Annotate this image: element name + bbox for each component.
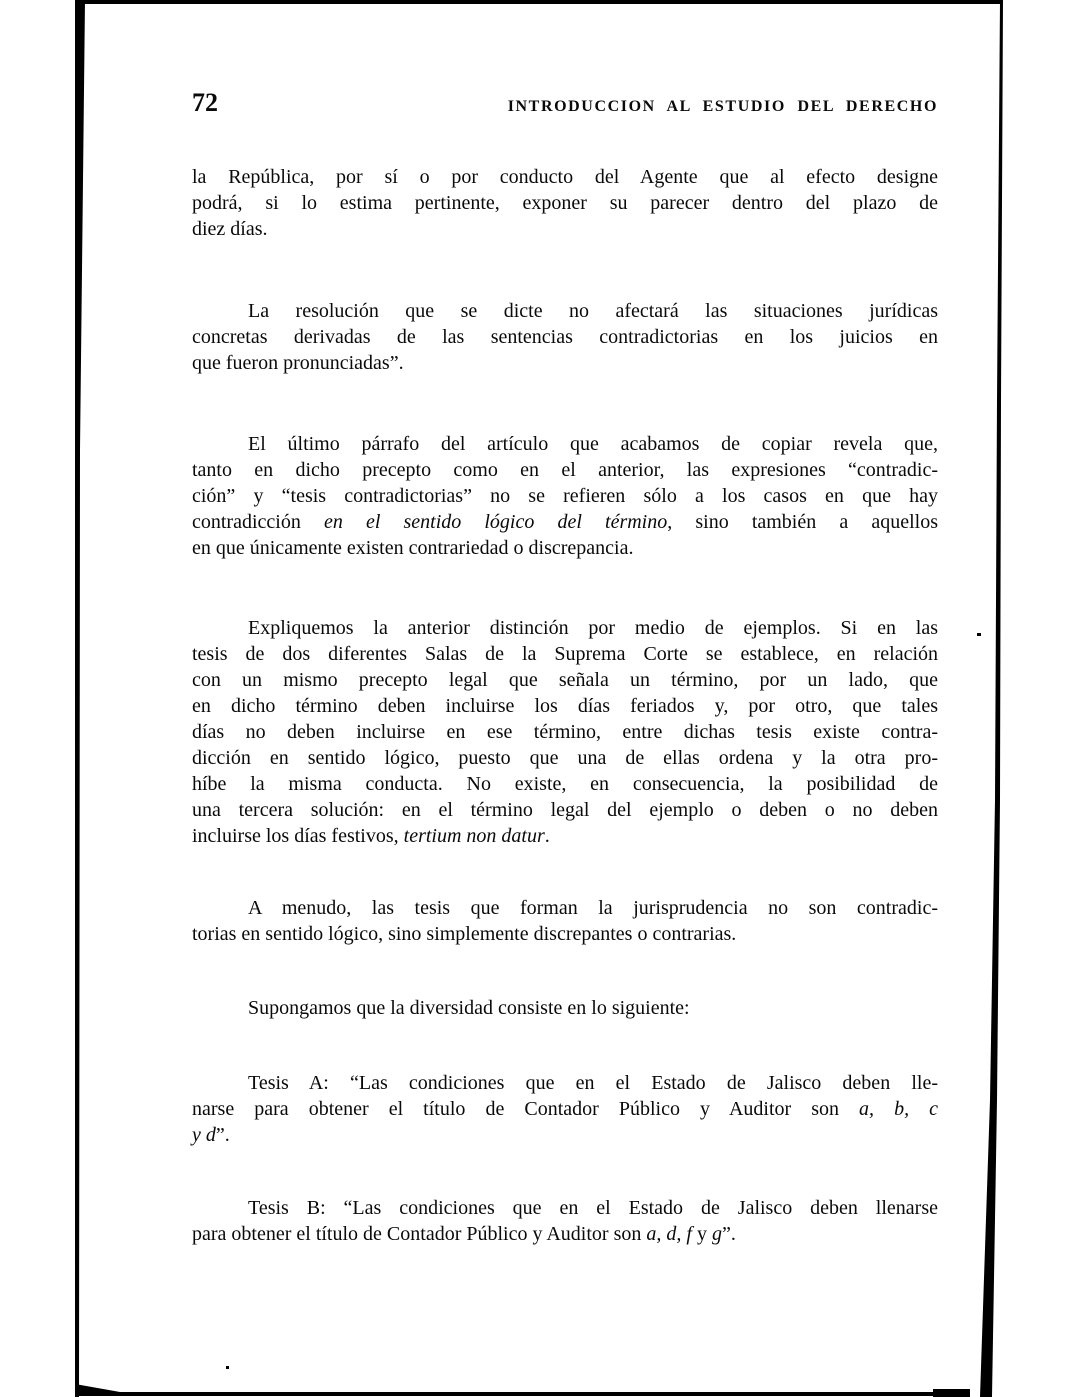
text-line: una tercera solución: en el término legal del ejemplo o deben o no deben xyxy=(192,799,938,821)
text-line: Expliquemos la anterior distinción por medio de ejemplos. Si en las xyxy=(248,617,938,639)
text-line: híbe la misma conducta. No existe, en consecuencia, la posibilidad de xyxy=(192,773,938,795)
text-line: contradicción en el sentido lógico del término, sino también a aquellos xyxy=(192,511,938,533)
scan-bottom-edge-line xyxy=(75,1384,953,1396)
scan-right-edge-bar xyxy=(980,0,1003,1397)
text-line: en que únicamente existen contrariedad o discrepancia. xyxy=(192,537,634,559)
text-line: La resolución que se dicte no afectará las situaciones jurídicas xyxy=(248,300,938,322)
text-line: que fueron pronunciadas”. xyxy=(192,352,404,374)
text-line: narse para obtener el título de Contador Público y Auditor son a, b, c xyxy=(192,1098,938,1120)
paragraph xyxy=(192,895,938,947)
text-line: torias en sentido lógico, sino simplemente discrepantes o contrarias. xyxy=(192,923,737,945)
running-header: INTRODUCCION AL ESTUDIO DEL DERECHO xyxy=(507,98,938,115)
text-line: tanto en dicho precepto como en el anterior, las expresiones “contradic- xyxy=(192,459,938,481)
scan-speck xyxy=(977,633,981,636)
text-line: A menudo, las tesis que forman la jurisprudencia no son contradic- xyxy=(248,897,938,919)
paragraph xyxy=(192,164,938,242)
text-line: con un mismo precepto legal que señala un término, por un lado, que xyxy=(192,669,938,691)
text-line: la República, por sí o por conducto del Agente que al efecto designe xyxy=(192,166,938,188)
paragraph xyxy=(192,1195,938,1247)
text-line: y d”. xyxy=(192,1124,230,1146)
text-line: concretas derivadas de las sentencias contradictorias en los juicios en xyxy=(192,326,938,348)
paragraph xyxy=(192,298,938,376)
page-content xyxy=(192,0,938,1247)
paragraph xyxy=(192,995,938,1021)
text-line: incluirse los días festivos, tertium non datur. xyxy=(192,825,550,847)
text-line: diez días. xyxy=(192,218,268,240)
page-header xyxy=(192,90,938,120)
paragraph xyxy=(192,431,938,561)
text-line: El último párrafo del artículo que acabamos de copiar revela que, xyxy=(248,433,938,455)
text-line: Tesis B: “Las condiciones que en el Estado de Jalisco deben llenarse xyxy=(248,1197,938,1219)
text-line: dicción en sentido lógico, puesto que una de ellas ordena y la otra pro- xyxy=(192,747,938,769)
scan-left-edge-bar xyxy=(75,0,85,1397)
text-line: Tesis A: “Las condiciones que en el Estado de Jalisco deben lle- xyxy=(248,1072,938,1094)
paragraph xyxy=(192,615,938,849)
text-line: Supongamos que la diversidad consiste en lo siguiente: xyxy=(248,997,690,1019)
scan-speck xyxy=(226,1366,229,1369)
text-line: podrá, si lo estima pertinente, exponer su parecer dentro del plazo de xyxy=(192,192,938,214)
text-line: tesis de dos diferentes Salas de la Suprema Corte se establece, en relación xyxy=(192,643,938,665)
body-text xyxy=(192,164,938,1247)
text-line: ción” y “tesis contradictorias” no se refieren sólo a los casos en que hay xyxy=(192,485,938,507)
text-line: en dicho término deben incluirse los días feriados y, por otro, que tales xyxy=(192,695,938,717)
page-number: 72 xyxy=(192,88,218,117)
text-line: para obtener el título de Contador Público y Auditor son a, d, f y g”. xyxy=(192,1223,736,1245)
paragraph xyxy=(192,1070,938,1148)
text-line: días no deben incluirse en ese término, entre dichas tesis existe contra- xyxy=(192,721,938,743)
scan-bottom-right-mark xyxy=(933,1389,970,1397)
